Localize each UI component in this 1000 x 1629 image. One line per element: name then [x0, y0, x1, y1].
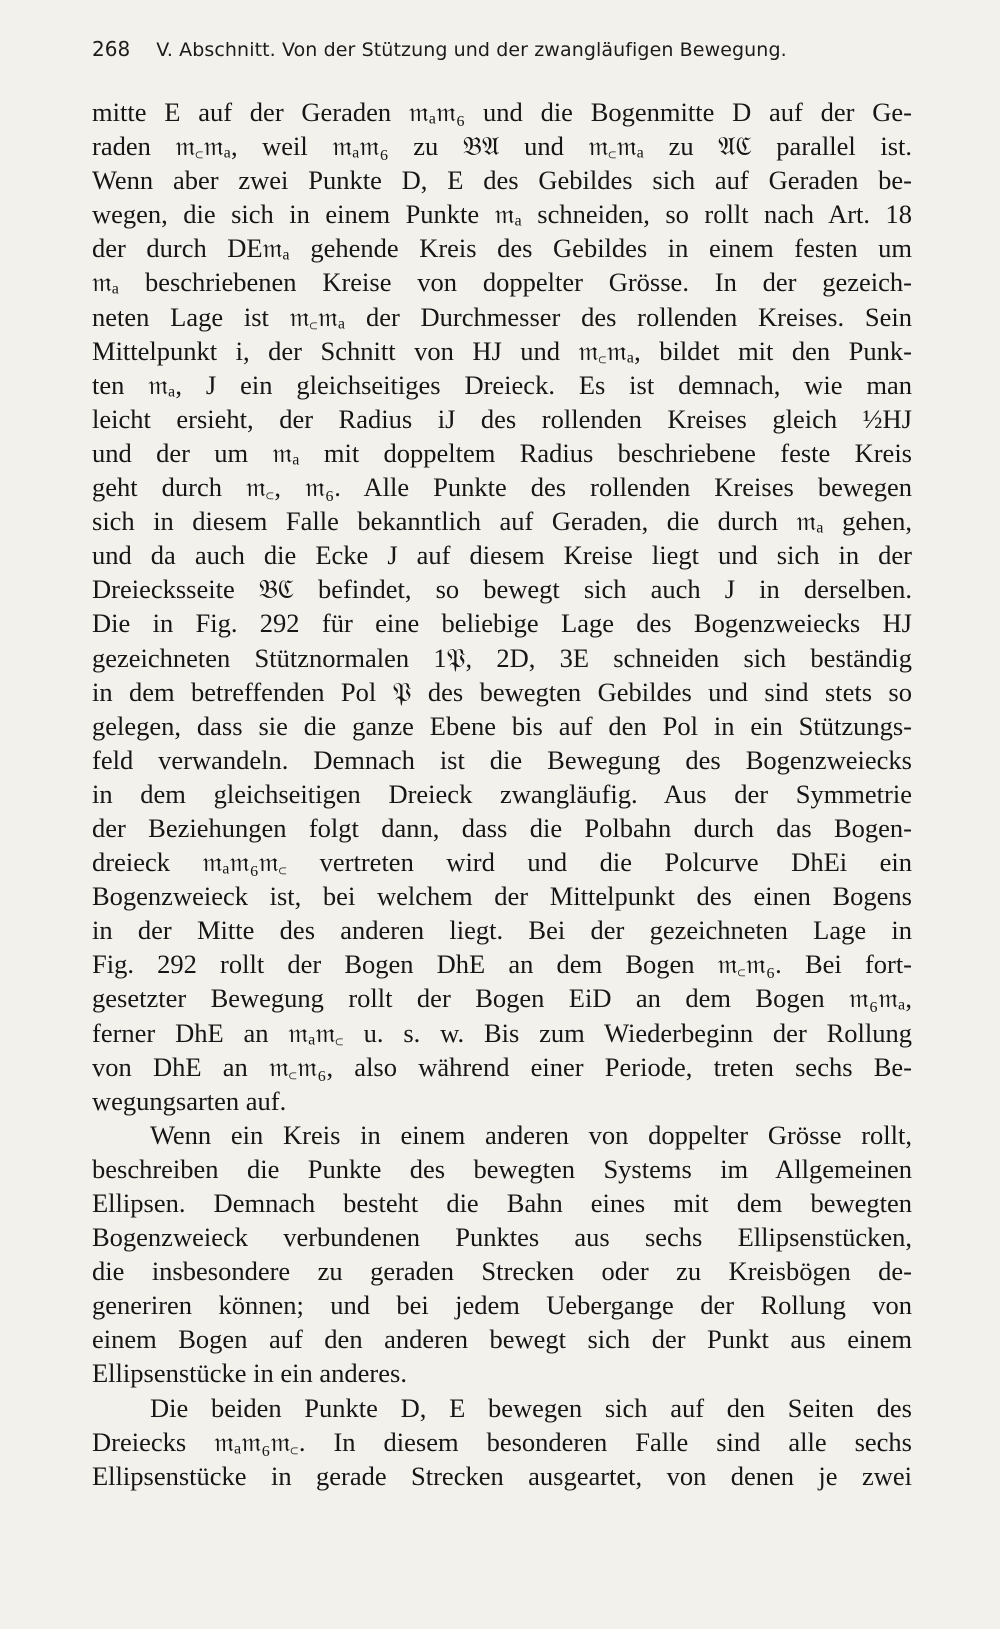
text-line: ten 𝔪ₐ, J ein gleichseitiges Dreieck. Es ist demnach, wie man: [92, 369, 912, 400]
running-head: [92, 36, 912, 62]
text-line: gelegen, dass sie die ganze Ebene bis auf den Pol in ein Stützungs-: [92, 710, 912, 741]
text-line: raden 𝔪꜀𝔪ₐ, weil 𝔪ₐ𝔪₆ zu 𝔅𝔄 und 𝔪꜀𝔪ₐ zu 𝔄ℭ parallel ist.: [92, 131, 912, 162]
text-line: gesetzter Bewegung rollt der Bogen EiD an dem Bogen 𝔪₆𝔪ₐ,: [92, 983, 912, 1014]
text-line: in der Mitte des anderen liegt. Bei der gezeichneten Lage in: [92, 915, 912, 946]
text-line: Fig. 292 rollt der Bogen DhE an dem Bogen 𝔪꜀𝔪₆. Bei fort-: [92, 949, 912, 980]
text-line: der durch DE𝔪ₐ gehende Kreis des Gebildes in einem festen um: [92, 233, 912, 264]
text-line: Die beiden Punkte D, E bewegen sich auf den Seiten des: [150, 1392, 912, 1423]
text-line: von DhE an 𝔪꜀𝔪₆, also während einer Periode, treten sechs Be-: [92, 1051, 912, 1082]
text-line: Ellipsenstücke in ein anderes.: [92, 1358, 407, 1389]
text-line: beschreiben die Punkte des bewegten Systems im Allgemeinen: [92, 1153, 912, 1184]
text-line: und da auch die Ecke J auf diesem Kreise liegt und sich in der: [92, 540, 912, 571]
text-line: ferner DhE an 𝔪ₐ𝔪꜀ u. s. w. Bis zum Wiederbeginn der Rollung: [92, 1017, 912, 1048]
text-line: einem Bogen auf den anderen bewegt sich der Punkt aus einem: [92, 1324, 912, 1355]
running-title: V. Abschnitt. Von der Stützung und der zwangläufigen Bewegung.: [156, 39, 787, 61]
text-line: Dreiecks 𝔪ₐ𝔪₆𝔪꜀. In diesem besonderen Falle sind alle sechs: [92, 1426, 912, 1457]
text-line: die insbesondere zu geraden Strecken oder zu Kreisbögen de-: [92, 1256, 912, 1287]
text-line: Wenn aber zwei Punkte D, E des Gebildes sich auf Geraden be-: [92, 165, 912, 196]
paragraph-2: [92, 1118, 912, 1391]
text-line: mitte E auf der Geraden 𝔪ₐ𝔪₆ und die Bogenmitte D auf der Ge-: [92, 97, 912, 127]
paragraph-3: [92, 1391, 912, 1493]
text-line: feld verwandeln. Demnach ist die Bewegung des Bogenzweiecks: [92, 744, 912, 775]
text-line: und der um 𝔪ₐ mit doppeltem Radius beschriebene feste Kreis: [92, 437, 912, 468]
body-text: [92, 95, 912, 1493]
text-line: Wenn ein Kreis in einem anderen von doppelter Grösse rollt,: [150, 1119, 912, 1150]
text-line: Die in Fig. 292 für eine beliebige Lage des Bogenzweiecks HJ: [92, 608, 912, 639]
text-line: sich in diesem Falle bekanntlich auf Geraden, die durch 𝔪ₐ gehen,: [92, 506, 912, 537]
text-line: Bogenzweieck ist, bei welchem der Mittelpunkt des einen Bogens: [92, 881, 912, 912]
text-line: dreieck 𝔪ₐ𝔪₆𝔪꜀ vertreten wird und die Polcurve DhEi ein: [92, 847, 912, 878]
text-line: in dem gleichseitigen Dreieck zwangläufig. Aus der Symmetrie: [92, 778, 912, 809]
text-line: neten Lage ist 𝔪꜀𝔪ₐ der Durchmesser des rollenden Kreises. Sein: [92, 301, 912, 332]
text-line: wegen, die sich in einem Punkte 𝔪ₐ schneiden, so rollt nach Art. 18: [92, 199, 912, 230]
paragraph-1: [92, 95, 912, 1118]
page-number: 268: [92, 37, 131, 61]
text-line: geht durch 𝔪꜀, 𝔪₆. Alle Punkte des rollenden Kreises bewegen: [92, 472, 912, 503]
text-line: leicht ersieht, der Radius iJ des rollenden Kreises gleich ½HJ: [92, 403, 912, 434]
text-line: Ellipsen. Demnach besteht die Bahn eines mit dem bewegten: [92, 1188, 912, 1218]
text-line: wegungsarten auf.: [92, 1085, 287, 1116]
text-line: generiren können; und bei jedem Uebergange der Rollung von: [92, 1290, 912, 1321]
text-line: Dreiecksseite 𝔅ℭ befindet, so bewegt sich auch J in derselben.: [92, 574, 912, 605]
text-line: Bogenzweieck verbundenen Punktes aus sechs Ellipsenstücken,: [92, 1222, 912, 1253]
text-line: Ellipsenstücke in gerade Strecken ausgeartet, von denen je zwei: [92, 1460, 912, 1491]
text-line: der Beziehungen folgt dann, dass die Polbahn durch das Bogen-: [92, 812, 912, 843]
text-line: gezeichneten Stütznormalen 1𝔓, 2D, 3E schneiden sich beständig: [92, 642, 912, 673]
text-line: Mittelpunkt i, der Schnitt von HJ und 𝔪꜀𝔪ₐ, bildet mit den Punk-: [92, 335, 912, 366]
text-line: 𝔪ₐ beschriebenen Kreise von doppelter Grösse. In der gezeich-: [92, 267, 912, 298]
text-line: in dem betreffenden Pol 𝔓 des bewegten Gebildes und sind stets so: [92, 676, 912, 707]
